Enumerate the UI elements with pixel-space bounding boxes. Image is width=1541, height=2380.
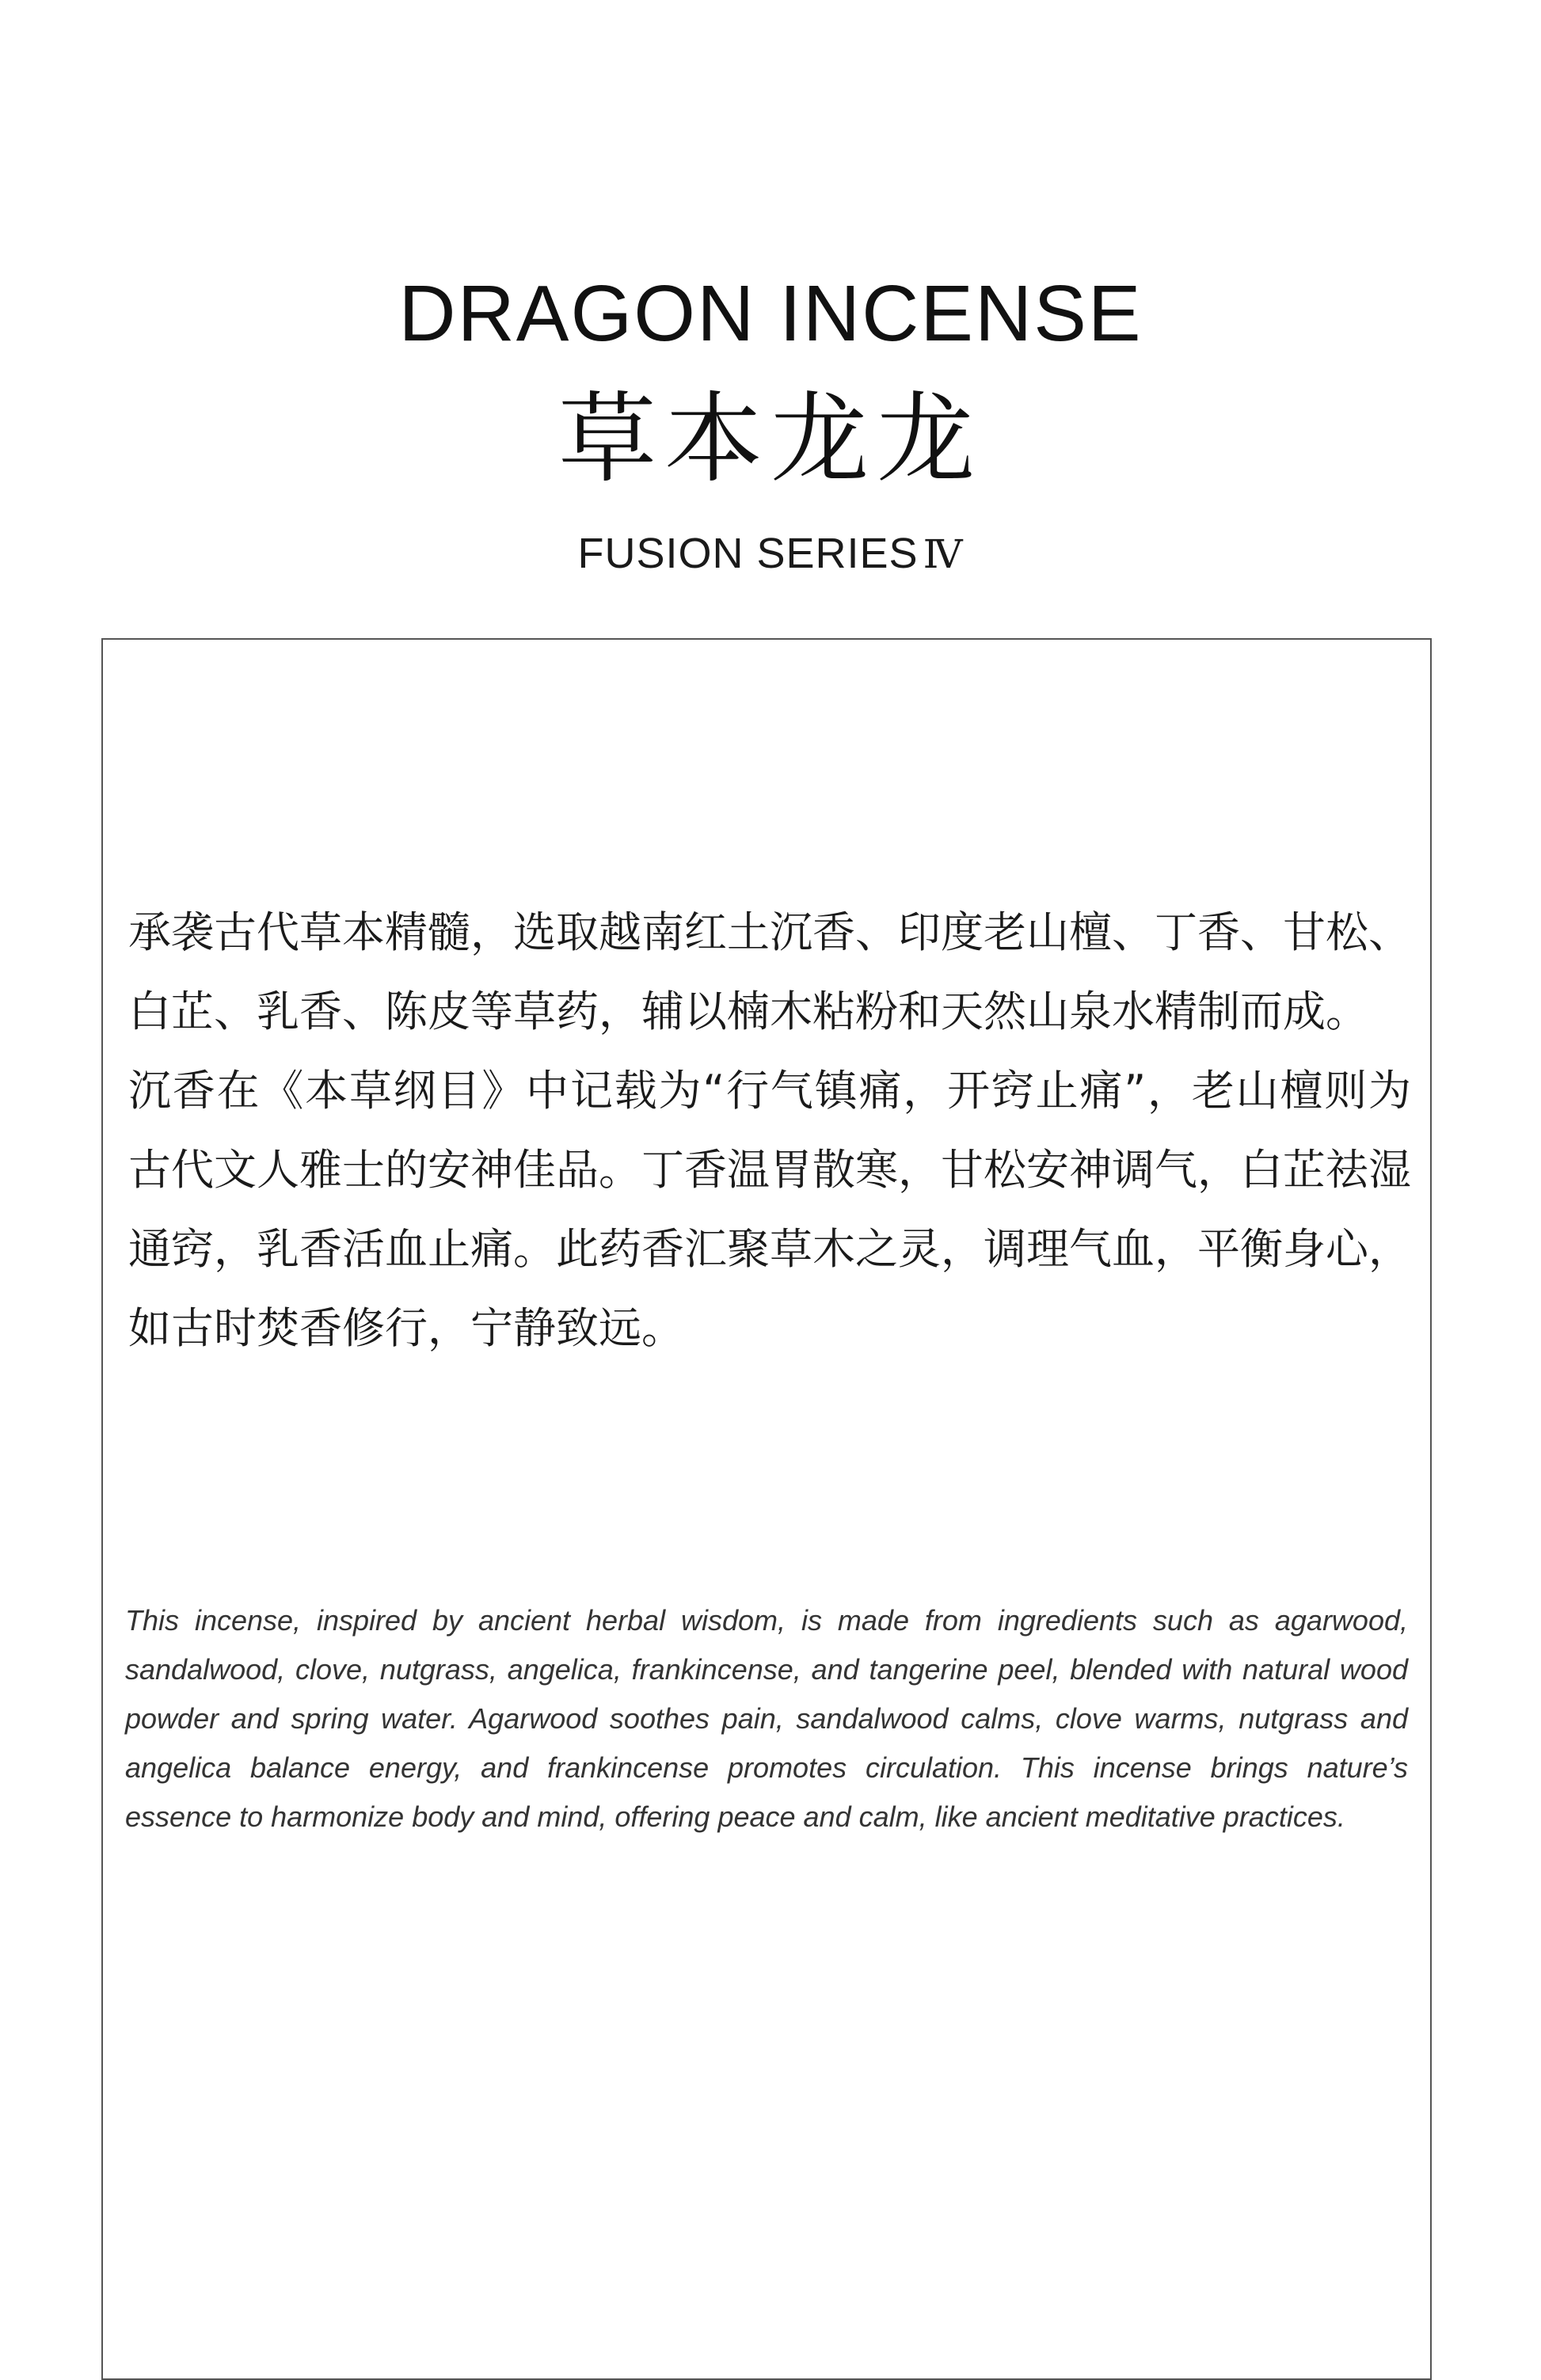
english-paragraph: This incense, inspired by ancient herbal wisdom, is made from ingredients such as agarwood, sandalwood, clove, nutgrass, angelica, frankincense, and tangerine peel, blended with natural wood powder and spring water. Agarwood soothes pain, sandalwood calms, clove warms, nutgrass and angelica balance energy, and frankincense promotes circulation. This incense brings nature’s essence to harmonize body and mind, offering peace and calm, like ancient meditative practices. <box>125 1604 1408 1833</box>
english-description <box>125 1596 1408 1842</box>
chinese-description <box>128 893 1411 1368</box>
series-text: FUSION SERIES <box>577 530 919 577</box>
series-numeral: Ⅳ <box>923 532 964 576</box>
chinese-paragraph-2: 沉香在《本草纲目》中记载为“行气镇痛，开窍止痛”，老山檀则为古代文人雅士的安神佳品。丁香温胃散寒，甘松安神调气，白芷祛湿通窍，乳香活血止痛。此药香汇聚草木之灵，调理气血，平衡身心，如古时焚香修行，宁静致远。 <box>128 1066 1411 1353</box>
series-label <box>0 526 1541 582</box>
title-english: DRAGON INCENSE <box>398 269 1143 358</box>
title-chinese: 草本龙龙 <box>557 382 983 496</box>
chinese-paragraph-1: 承袭古代草本精髓，选取越南红土沉香、印度老山檀、丁香、甘松、白芷、乳香、陈皮等草药，辅以楠木粘粉和天然山泉水精制而成。 <box>128 907 1411 1036</box>
